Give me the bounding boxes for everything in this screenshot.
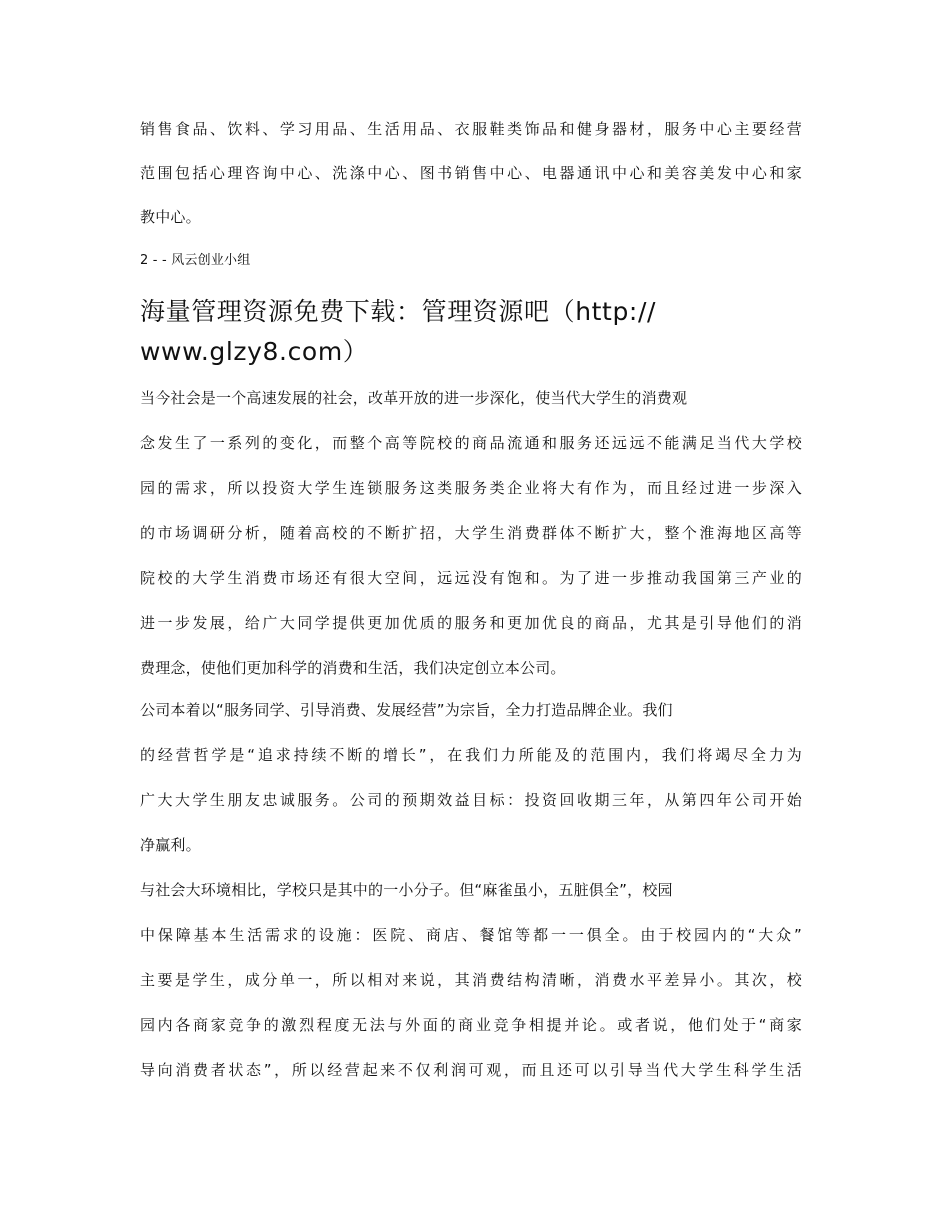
- paragraph-line: 公司本着以“服务同学、引导消费、发展经营”为宗旨，全力打造品牌企业。我们: [140, 701, 673, 719]
- paragraph-line: 主要是学生，成分单一，所以相对来说，其消费结构清晰，消费水平差异小。其次，校: [140, 971, 802, 989]
- text-line: 范围包括心理咨询中心、洗涤中心、图书销售中心、电器通讯中心和美容美发中心和家: [140, 164, 802, 182]
- paragraph-line: 的经营哲学是“追求持续不断的增长”，在我们力所能及的范围内，我们将竭尽全力为: [140, 746, 802, 764]
- paragraph-line: 中保障基本生活需求的设施：医院、商店、餐馆等都一一俱全。由于校园内的“大众”: [140, 926, 802, 944]
- paragraph-line: 费理念，使他们更加科学的消费和生活，我们决定创立本公司。: [140, 659, 566, 677]
- page-footer-text: 2 - - 风云创业小组: [140, 253, 251, 268]
- paragraph-line: 园的需求，所以投资大学生连锁服务这类服务类企业将大有作为，而且经过进一步深入: [140, 479, 802, 497]
- paragraph-line: 导向消费者状态”，所以经营起来不仅利润可观，而且还可以引导当代大学生科学生活: [140, 1061, 802, 1079]
- paragraph-line: 当今社会是一个高速发展的社会，改革开放的进一步深化，使当代大学生的消费观: [140, 389, 688, 407]
- text-line: 教中心。: [140, 208, 201, 226]
- text-line: 销售食品、饮料、学习用品、生活用品、衣服鞋类饰品和健身器材，服务中心主要经营: [140, 120, 802, 138]
- paragraph-line: 念发生了一系列的变化，而整个高等院校的商品流通和服务还远远不能满足当代大学校: [140, 434, 802, 452]
- paragraph-line: 净赢利。: [140, 836, 201, 854]
- resource-heading: 海量管理资源免费下载：管理资源吧（http://: [140, 297, 656, 326]
- paragraph-line: 进一步发展，给广大同学提供更加优质的服务和更加优良的商品，尤其是引导他们的消: [140, 614, 802, 632]
- paragraph-line: 院校的大学生消费市场还有很大空间，远远没有饱和。为了进一步推动我国第三产业的: [140, 569, 802, 587]
- paragraph-line: 的市场调研分析，随着高校的不断扩招，大学生消费群体不断扩大，整个淮海地区高等: [140, 524, 802, 542]
- paragraph-line: 与社会大环境相比，学校只是其中的一小分子。但“麻雀虽小，五脏俱全”，校园: [140, 881, 673, 899]
- resource-heading-url: www.glzy8.com）: [140, 337, 369, 366]
- paragraph-line: 广大大学生朋友忠诚服务。公司的预期效益目标：投资回收期三年，从第四年公司开始: [140, 791, 802, 809]
- paragraph-line: 园内各商家竞争的激烈程度无法与外面的商业竞争相提并论。或者说，他们处于“商家: [140, 1016, 802, 1034]
